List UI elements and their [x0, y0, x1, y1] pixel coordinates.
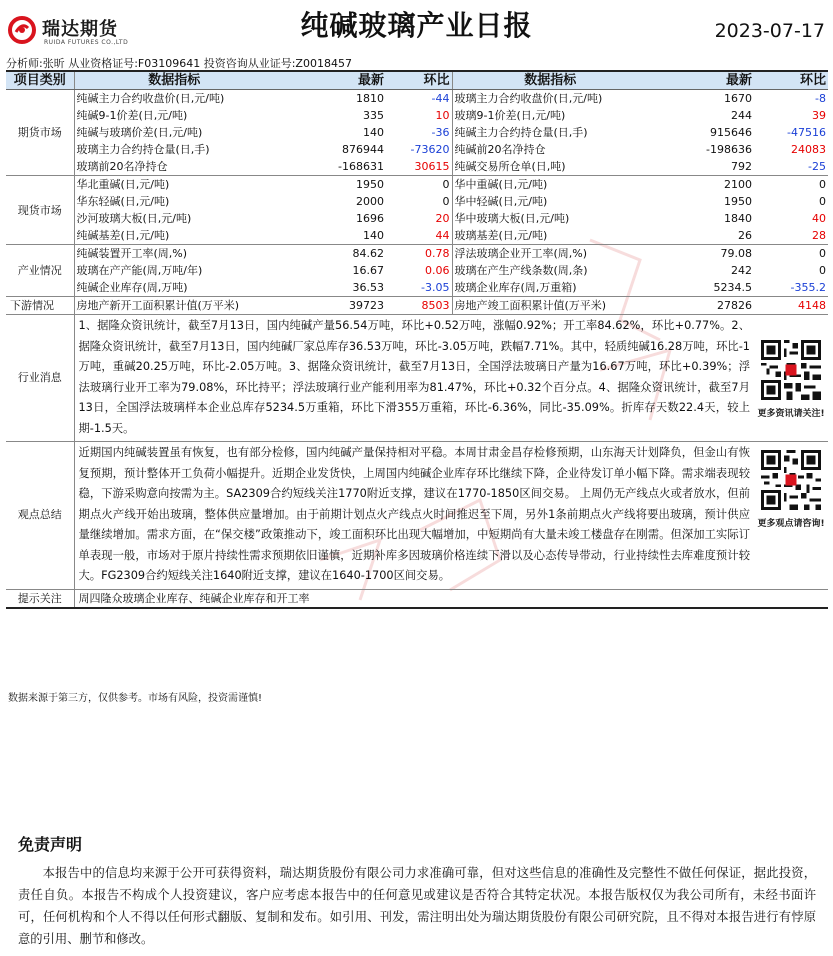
- indicator-latest: 1840: [724, 212, 752, 225]
- view-qr-cell: [754, 442, 828, 590]
- indicator-change: 0: [819, 178, 826, 191]
- table-row: [6, 279, 828, 297]
- indicator-latest: 79.08: [720, 247, 752, 260]
- category-label: 产业情况: [6, 245, 74, 297]
- indicator-latest: 36.53: [274, 279, 386, 297]
- indicator-name: 纯碱前20名净持仓: [454, 143, 546, 156]
- header-change: 环比: [386, 71, 452, 90]
- table-header-row: [6, 71, 828, 90]
- tips-text: 周四隆众玻璃企业库存、纯碱企业库存和开工率: [74, 589, 828, 608]
- indicator-change: 39: [812, 109, 826, 122]
- view-text: 近期国内纯碱装置虽有恢复，也有部分检修，国内纯碱产量保持相对平稳。本周甘肃金昌存检修预期，山东海天计划降负，但金山有恢复预期，预计整体开工负荷小幅提升。近期企业发货快，上周国内纯碱企业库存环比继续下降，企业待发订单小幅下降。需求端表现较稳，下游采购意向按需为主。SA2309合约短线关注1770附近支撑，建议在1770-1850区间交易。 上周仍无产线点火或者放水，但前期点火产线开始出玻璃，整体供应量增加。由于前期计划点火产线点火时间推迟至下周，另外1条前期点火产线将要出玻璃，预计供应量继续增加。需求方面，在“保交楼”政策推动下，竣工面积环比出现大幅增加，中短期尚有大量未竣工楼盘存在刚需。但深加工实际订单表现一般，市场对于原片持续性需求预期依旧谨慎，近期补库多因玻璃价格连续下滑以及心态传导带动，行业持续性去库难度预计较大。FG2309合约短线关注1640附近支撑，建议在1640-1700区间交易。: [74, 442, 754, 590]
- indicator-name: 房地产竣工面积累计值(万平米): [452, 297, 648, 315]
- indicator-latest: 2000: [356, 195, 384, 208]
- indicator-name: 纯碱交易所仓单(日,吨): [452, 158, 648, 176]
- analyst-info: 分析师:张昕 从业资格证号:F03109641 投资咨询从业证号:Z0018457: [6, 57, 352, 70]
- indicator-latest: 242: [731, 264, 752, 277]
- indicator-latest: 792: [648, 158, 754, 176]
- indicator-name: 玻璃在产生产线条数(周,条): [454, 264, 588, 277]
- indicator-name: 玻璃前20名净持仓: [74, 158, 274, 176]
- data-table: [6, 70, 828, 609]
- table-row: [6, 227, 828, 245]
- indicator-name: 纯碱基差(日,元/吨): [74, 227, 274, 245]
- header-latest-2: 最新: [648, 71, 754, 90]
- report-header: [0, 0, 833, 55]
- indicator-name: 纯碱主力合约收盘价(日,元/吨): [76, 92, 225, 105]
- indicator-name: 纯碱装置开工率(周,%): [76, 247, 188, 260]
- indicator-latest: 140: [363, 126, 384, 139]
- indicator-latest: 2100: [724, 178, 752, 191]
- indicator-latest: 16.67: [352, 264, 384, 277]
- indicator-change: 0: [819, 247, 826, 260]
- indicator-name: 玻璃9-1价差(日,元/吨): [454, 109, 566, 122]
- view-qr-caption: 更多观点请咨询!: [757, 519, 825, 529]
- indicator-change: 10: [386, 107, 452, 124]
- table-row: [6, 193, 828, 210]
- indicator-change: 0: [819, 264, 826, 277]
- table-row: [6, 90, 828, 108]
- logo-english-name: RUIDA FUTURES CO.,LTD: [44, 39, 129, 46]
- indicator-latest: 876944: [342, 143, 384, 156]
- data-body: [6, 90, 828, 315]
- indicator-change: 0: [386, 193, 452, 210]
- table-row: [6, 176, 828, 194]
- indicator-name: 玻璃在产产能(周,万吨/年): [76, 264, 203, 277]
- table-row: [6, 158, 828, 176]
- indicator-change: 30615: [386, 158, 452, 176]
- indicator-change: 24083: [791, 143, 826, 156]
- table-row: [6, 124, 828, 141]
- indicator-name: 华北重碱(日,元/吨): [76, 178, 170, 191]
- indicator-change: -36: [386, 124, 452, 141]
- indicator-latest: 1950: [724, 195, 752, 208]
- indicator-name: 浮法玻璃企业开工率(周,%): [454, 247, 588, 260]
- indicator-name: 玻璃主力合约持仓量(日,手): [76, 143, 210, 156]
- header-indicator: 数据指标: [74, 71, 274, 90]
- category-label: 下游情况: [6, 297, 74, 315]
- indicator-latest: 140: [274, 227, 386, 245]
- indicator-name: 玻璃企业库存(周,万重箱): [452, 279, 648, 297]
- indicator-latest: -198636: [706, 143, 752, 156]
- table-row: [6, 262, 828, 279]
- category-label: 现货市场: [6, 176, 74, 245]
- report-date: 2023-07-17: [714, 20, 825, 42]
- header-change-2: 环比: [754, 71, 828, 90]
- indicator-change: 40: [812, 212, 826, 225]
- disclaimer-title: 免责声明: [18, 835, 83, 854]
- table-row: [6, 107, 828, 124]
- indicator-name: 纯碱企业库存(周,万吨): [74, 279, 274, 297]
- indicator-name: 纯碱与玻璃价差(日,元/吨): [76, 126, 203, 139]
- indicator-latest: 27826: [648, 297, 754, 315]
- indicator-latest: 1810: [356, 92, 384, 105]
- indicator-name: 华中轻碱(日,元/吨): [454, 195, 548, 208]
- table-row: [6, 210, 828, 227]
- indicator-name: 纯碱9-1价差(日,元/吨): [76, 109, 188, 122]
- header-indicator-2: 数据指标: [452, 71, 648, 90]
- table-row: [6, 245, 828, 263]
- news-text: 1、据隆众资讯统计，截至7月13日，国内纯碱产量56.54万吨，环比+0.52万吨，涨幅0.92%；开工率84.62%，环比+0.77%。2、据隆众资讯统计，截至7月13日，国内纯碱厂家总库存36.53万吨，环比-3.05万吨，跌幅7.71%。其中，轻质纯碱16.28万吨，环比-1万吨，重碱20.25万吨，环比-2.05万吨。3、据隆众资讯统计，截至7月13日，全国浮法玻璃日产量为16.67万吨，环比+0.39%；浮法玻璃行业开工率为79.08%，环比持平；浮法玻璃行业产能利用率为81.47%，环比+0.32个百分点。4、据隆众资讯统计，截至7月13日，全国浮法玻璃样本企业总库存5234.5万重箱，环比下滑355万重箱，环比-6.36%，同比-35.09%。折库存天数22.4天，较上期-1.5天。: [74, 315, 754, 442]
- indicator-change: -3.05: [386, 279, 452, 297]
- category-label: 期货市场: [6, 90, 74, 176]
- indicator-change: 28: [754, 227, 828, 245]
- indicator-latest: 335: [363, 109, 384, 122]
- indicator-latest: 5234.5: [648, 279, 754, 297]
- indicator-change: -44: [386, 90, 452, 108]
- indicator-change: 20: [386, 210, 452, 227]
- qr-code-icon: [761, 450, 821, 510]
- tips-category: 提示关注: [6, 589, 74, 608]
- news-category: 行业消息: [6, 315, 74, 442]
- indicator-change: 44: [386, 227, 452, 245]
- indicator-latest: 1696: [356, 212, 384, 225]
- disclaimer-text: 本报告中的信息均来源于公开可获得资料，瑞达期货股份有限公司力求准确可靠，但对这些信息的准确性及完整性不做任何保证，据此投资，责任自负。本报告不构成个人投资建议，客户应考虑本报告中的任何意见或建议是否符合其特定状况。本报告版权仅为我公司所有，未经书面许可，任何机构和个人不得以任何形式翻版、复制和发布。如引用、刊发，需注明出处为瑞达期货股份有限公司研究院，且不得对本报告进行有悖原意的引用、删节和修改。: [18, 866, 816, 946]
- indicator-name: 玻璃基差(日,元/吨): [452, 227, 648, 245]
- news-qr-caption: 更多资讯请关注!: [757, 409, 825, 419]
- indicator-change: -355.2: [754, 279, 828, 297]
- data-source-note: 数据来源于第三方，仅供参考。市场有风险，投资需谨慎!: [8, 693, 263, 704]
- indicator-name: 华中玻璃大板(日,元/吨): [454, 212, 570, 225]
- indicator-change: 4148: [754, 297, 828, 315]
- table-row: [6, 141, 828, 158]
- view-category: 观点总结: [6, 442, 74, 590]
- news-row: [6, 315, 828, 442]
- indicator-name: 房地产新开工面积累计值(万平米): [74, 297, 274, 315]
- indicator-name: 华东轻碱(日,元/吨): [76, 195, 170, 208]
- tips-row: [6, 589, 828, 608]
- indicator-latest: 915646: [710, 126, 752, 139]
- indicator-latest: 26: [648, 227, 754, 245]
- header-latest: 最新: [274, 71, 386, 90]
- table-row: [6, 297, 828, 315]
- indicator-change: 0.78: [386, 245, 452, 263]
- qr-code-icon: [761, 340, 821, 400]
- indicator-change: -47516: [787, 126, 826, 139]
- indicator-change: 8503: [386, 297, 452, 315]
- news-qr-cell: [754, 315, 828, 442]
- indicator-change: 0: [819, 195, 826, 208]
- view-row: [6, 442, 828, 590]
- report-title: 纯碱玻璃产业日报: [300, 9, 533, 42]
- indicator-latest: 39723: [274, 297, 386, 315]
- indicator-name: 玻璃主力合约收盘价(日,元/吨): [454, 92, 603, 105]
- indicator-latest: 1670: [724, 92, 752, 105]
- indicator-latest: -168631: [274, 158, 386, 176]
- indicator-name: 沙河玻璃大板(日,元/吨): [76, 212, 192, 225]
- header-category: 项目类别: [6, 71, 74, 90]
- indicator-latest: 84.62: [352, 247, 384, 260]
- indicator-change: -25: [754, 158, 828, 176]
- indicator-name: 华中重碱(日,元/吨): [454, 178, 548, 191]
- indicator-change: 0.06: [386, 262, 452, 279]
- indicator-change: 0: [386, 176, 452, 194]
- indicator-latest: 1950: [356, 178, 384, 191]
- indicator-change: -73620: [386, 141, 452, 158]
- logo-chinese-name: 瑞达期货: [42, 19, 118, 40]
- indicator-change: -8: [815, 92, 826, 105]
- indicator-name: 纯碱主力合约持仓量(日,手): [454, 126, 588, 139]
- indicator-latest: 244: [731, 109, 752, 122]
